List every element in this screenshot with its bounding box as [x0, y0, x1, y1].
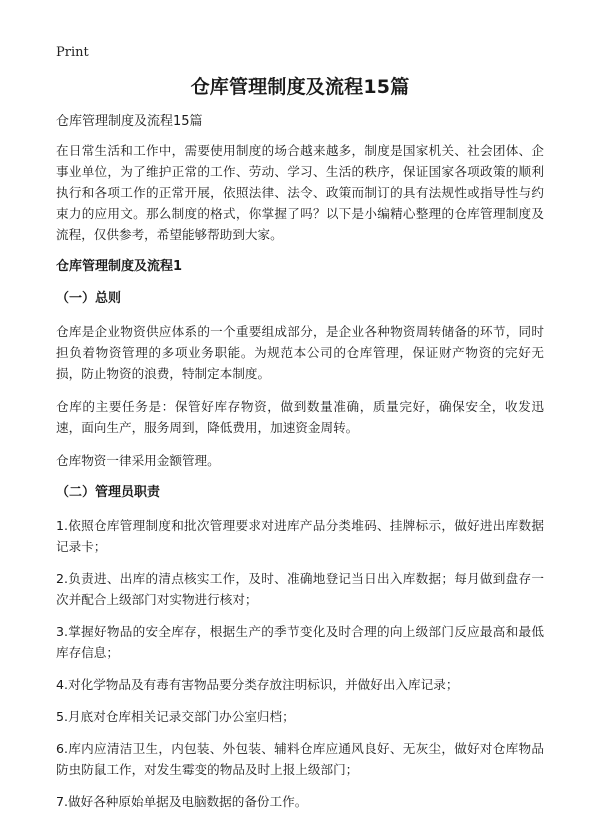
- print-link[interactable]: Print: [56, 45, 89, 60]
- part1-paragraph: 仓库是企业物资供应体系的一个重要组成部分，是企业各种物资周转储备的环节，同时担负着物资管理的多项业务职能。为规范本公司的仓库管理，保证财产物资的完好无损，防止物资的浪费，特制定本制度。: [56, 324, 544, 381]
- part1-paragraph: 仓库物资一律采用金额管理。: [56, 453, 220, 468]
- list-item: 1.依照仓库管理制度和批次管理要求对进库产品分类堆码、挂牌标示，做好进出库数据记录卡；: [56, 518, 544, 554]
- part1-heading: （一）总则: [56, 291, 122, 306]
- section-title: 仓库管理制度及流程1: [56, 259, 183, 274]
- page-title: 仓库管理制度及流程15篇: [190, 76, 410, 98]
- list-item: 7.做好各种原始单据及电脑数据的备份工作。: [56, 794, 308, 809]
- document-subtitle: 仓库管理制度及流程15篇: [56, 114, 203, 129]
- intro-paragraph: 在日常生活和工作中，需要使用制度的场合越来越多，制度是国家机关、社会团体、企事业单位，为了维护正常的工作、劳动、学习、生活的秩序，保证国家各项政策的顺利执行和各项工作的正常开展，依照法律、法令、政策而制订的具有法规性或指导性与约束力的应用文。那么制度的格式，你掌握了吗？以下是小编精心整理的仓库管理制度及流程，仅供参考，希望能够帮助到大家。: [56, 143, 544, 242]
- list-item: 4.对化学物品及有毒有害物品要分类存放注明标识，并做好出入库记录；: [56, 677, 459, 692]
- part2-heading: （二）管理员职责: [56, 485, 161, 500]
- list-item: 2.负责进、出库的清点核实工作，及时、准确地登记当日出入库数据；每月做到盘存一次并配合上级部门对实物进行核对；: [56, 571, 544, 607]
- part1-paragraph: 仓库的主要任务是：保管好库存物资，做到数量准确，质量完好，确保安全，收发迅速，面向生产，服务周到，降低费用，加速资金周转。: [56, 399, 544, 435]
- duties-list: [56, 515, 544, 812]
- list-item: 3.掌握好物品的安全库存，根据生产的季节变化及时合理的向上级部门反应最高和最低库存信息；: [56, 624, 544, 660]
- list-item: 6.库内应清洁卫生，内包装、外包装、辅料仓库应通风良好、无灰尘，做好对仓库物品防虫防鼠工作，对发生霉变的物品及时上报上级部门；: [56, 741, 544, 777]
- list-item: 5.月底对仓库相关记录交部门办公室归档；: [56, 709, 295, 724]
